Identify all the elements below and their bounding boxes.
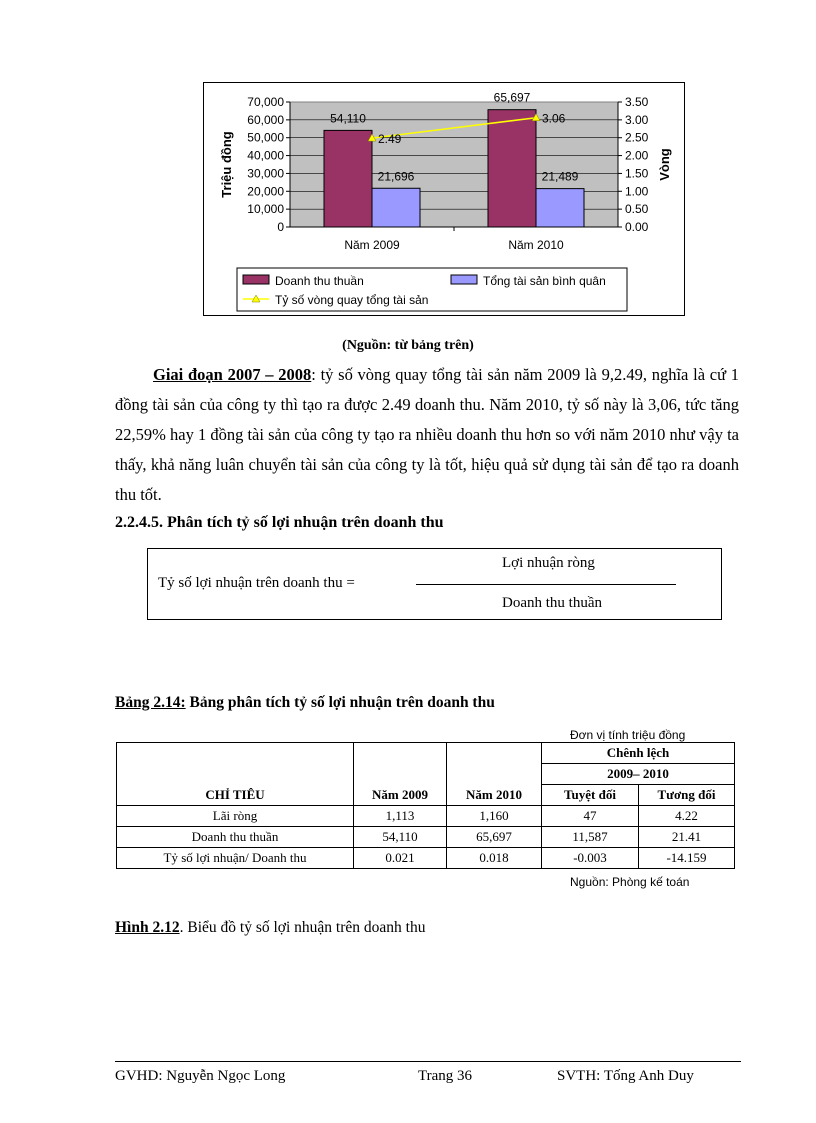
header-abs: Tuyệt đối bbox=[542, 785, 639, 806]
body-paragraph bbox=[115, 360, 739, 510]
y-axis-title-right: Vòng bbox=[657, 148, 672, 181]
table-title bbox=[115, 694, 495, 712]
legend-swatch bbox=[243, 275, 269, 284]
cell-2010: 1,160 bbox=[447, 806, 542, 827]
combo-chart bbox=[204, 83, 686, 317]
fraction-line bbox=[416, 584, 676, 585]
bar bbox=[372, 188, 420, 227]
footer-rule bbox=[115, 1061, 741, 1062]
y-tick-label: 10,000 bbox=[247, 202, 284, 217]
formula-numerator: Lợi nhuận ròng bbox=[502, 555, 595, 571]
y-tick-label: 0 bbox=[277, 220, 284, 234]
cell-abs: -0.003 bbox=[542, 848, 639, 869]
bar-data-label: 21,489 bbox=[541, 169, 579, 184]
table-row bbox=[117, 848, 735, 869]
header-rel: Tương đối bbox=[639, 785, 735, 806]
y-right-tick-label: 3.50 bbox=[625, 95, 649, 109]
cell-2009: 1,113 bbox=[354, 806, 447, 827]
cell-item: Tỷ số lợi nhuận/ Doanh thu bbox=[117, 848, 354, 869]
table-row bbox=[117, 806, 735, 827]
table-row bbox=[117, 827, 735, 848]
cell-abs: 11,587 bbox=[542, 827, 639, 848]
x-tick-label: Năm 2010 bbox=[508, 238, 564, 252]
cell-abs: 47 bbox=[542, 806, 639, 827]
x-tick-label: Năm 2009 bbox=[344, 238, 400, 252]
legend-swatch bbox=[451, 275, 477, 284]
bar-data-label: 54,110 bbox=[330, 111, 366, 126]
section-heading: 2.2.4.5. Phân tích tỷ số lợi nhuận trên doanh thu bbox=[115, 514, 444, 531]
y-tick-label: 40,000 bbox=[247, 148, 284, 163]
figure-number: Hình 2.12 bbox=[115, 919, 180, 936]
paragraph-text: : tỷ số vòng quay tổng tài sản năm 2009 là 9,2.49, nghĩa là cứ 1 đồng tài sản của công ty thì tạo ra được 2.49 doanh thu. Năm 2010, tỷ số này là 3,06, tức tăng 22,59% hay 1 đồng tài sản của công ty tạo ra nhiều doanh thu hơn so với năm 2010 như vậy ta thấy, khả năng luân chuyển tài sản của công ty là tốt, hiệu quả sử dụng tài sản để tạo ra doanh thu tốt. bbox=[115, 365, 739, 504]
bar-data-label: 65,697 bbox=[493, 90, 531, 105]
line-data-label: 3.06 bbox=[542, 111, 566, 126]
table-number: Bảng 2.14: bbox=[115, 694, 186, 711]
y-right-tick-label: 0.00 bbox=[625, 220, 649, 234]
y-right-tick-label: 0.50 bbox=[625, 202, 649, 217]
y-axis-title: Triệu đồng bbox=[219, 131, 234, 198]
legend-label: Tỷ số vòng quay tổng tài sản bbox=[275, 293, 429, 307]
cell-item: Lãi ròng bbox=[117, 806, 354, 827]
footer-student: SVTH: Tống Anh Duy bbox=[557, 1068, 694, 1084]
footer-page-number: Trang 36 bbox=[418, 1068, 473, 1084]
cell-item: Doanh thu thuần bbox=[117, 827, 354, 848]
paragraph-lead: Giai đoạn 2007 – 2008 bbox=[153, 365, 312, 384]
legend-label: Tổng tài sản bình quân bbox=[483, 274, 606, 288]
bar bbox=[324, 130, 372, 227]
bar-data-label: 21,696 bbox=[377, 169, 415, 184]
cell-2009: 54,110 bbox=[354, 827, 447, 848]
y-right-tick-label: 2.00 bbox=[625, 148, 649, 163]
figure-caption bbox=[115, 919, 425, 937]
cell-2009: 0.021 bbox=[354, 848, 447, 869]
cell-2010: 65,697 bbox=[447, 827, 542, 848]
formula-label: Tỷ số lợi nhuận trên doanh thu = bbox=[158, 575, 355, 591]
table-title-text: Bảng phân tích tỷ số lợi nhuận trên doanh thu bbox=[185, 694, 495, 711]
line-data-label: 2.49 bbox=[378, 132, 402, 147]
footer-advisor: GVHD: Nguyễn Ngọc Long bbox=[115, 1068, 286, 1084]
unit-note: Đơn vị tính triệu đồng bbox=[570, 728, 686, 742]
formula-denominator: Doanh thu thuần bbox=[502, 595, 602, 611]
header-diff: Chênh lệch bbox=[542, 743, 735, 764]
y-right-tick-label: 3.00 bbox=[625, 112, 649, 127]
y-tick-label: 70,000 bbox=[247, 95, 284, 109]
cell-rel: 4.22 bbox=[639, 806, 735, 827]
cell-rel: -14.159 bbox=[639, 848, 735, 869]
y-tick-label: 20,000 bbox=[247, 184, 284, 199]
bar bbox=[488, 110, 536, 227]
y-tick-label: 50,000 bbox=[247, 130, 284, 145]
table-source: Nguồn: Phòng kế toán bbox=[570, 875, 690, 889]
cell-2010: 0.018 bbox=[447, 848, 542, 869]
figure-caption-text: . Biểu đồ tỷ số lợi nhuận trên doanh thu bbox=[179, 919, 426, 936]
header-period: 2009– 2010 bbox=[542, 764, 735, 785]
cell-rel: 21.41 bbox=[639, 827, 735, 848]
data-table bbox=[116, 742, 735, 869]
y-right-tick-label: 2.50 bbox=[625, 130, 649, 145]
legend-label: Doanh thu thuần bbox=[275, 274, 364, 288]
header-2009: Năm 2009 bbox=[354, 743, 447, 806]
y-tick-label: 60,000 bbox=[247, 112, 284, 127]
formula-box bbox=[147, 548, 722, 620]
header-item: CHỈ TIÊU bbox=[117, 743, 354, 806]
y-tick-label: 30,000 bbox=[247, 166, 284, 181]
bar bbox=[536, 189, 584, 227]
header-2010: Năm 2010 bbox=[447, 743, 542, 806]
figure-source: (Nguồn: từ bảng trên) bbox=[342, 338, 474, 353]
chart-frame bbox=[203, 82, 685, 316]
y-right-tick-label: 1.00 bbox=[625, 184, 649, 199]
y-right-tick-label: 1.50 bbox=[625, 166, 649, 181]
